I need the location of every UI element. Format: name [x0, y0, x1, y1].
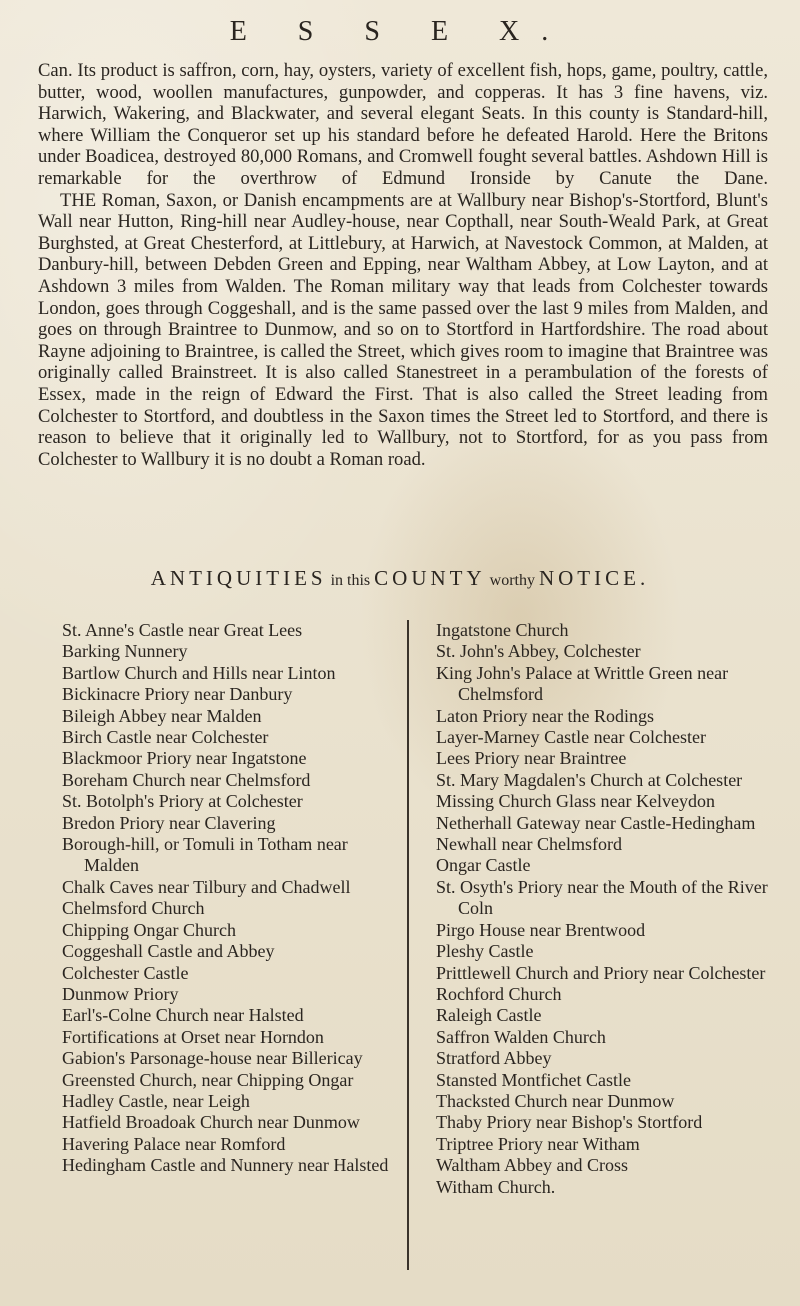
paragraph-encampments: THE Roman, Saxon, or Danish encampments are at Wallbury near Bishop's-Stortford, Blunt's Wall near Hutton, Ring-hill near Audley-house, near Copthall, near South-Weald Park, at Great Burghsted, at Great Chesterford, at Littlebury, at Harwich, at Navestock Common, at Malden, at Danbury-hill, between Debden Green and Epping, near Waltham Abbey, at Low Layton, and at Ashdown 3 miles from Walden. The Roman military way that leads from Colchester towards London, goes through Coggeshall, and is the same passed over the last 9 miles from Malden, and goes on through Braintree to Dunmow, and so on to Stortford in Hartfordshire. The road about Rayne adjoining to Braintree, is called the Street, which gives room to imagine that Braintree was originally called Brainstreet. It is also called Stanestreet in a perambulation of the forests of Essex, made in the reign of Edward the First. That is also called the Street leading from Colchester to Stortford, and doubtless in the Saxon times the Street led to Stortford, and there is reason to believe that it originally led to Wallbury, not to Stortford, for as you pass from Colchester to Wallbury it is no doubt a Roman road. [38, 189, 768, 470]
list-item: Raleigh Castle [436, 1005, 542, 1026]
list-item: St. Botolph's Priory at Colchester [62, 791, 303, 812]
list-item: Colchester Castle [62, 962, 189, 983]
list-item: Boreham Church near Chelmsford [62, 769, 311, 790]
list-item: Bileigh Abbey near Malden [62, 705, 262, 726]
list-item: Netherhall Gateway near Castle-Hedingham [436, 812, 756, 833]
list-item: Rochford Church [436, 983, 562, 1004]
column-divider [407, 620, 409, 1270]
list-item: Missing Church Glass near Kelveydon [436, 791, 715, 812]
list-item: Bredon Priory near Clavering [62, 812, 276, 833]
antiquities-list-right [436, 620, 771, 1198]
list-item: St. John's Abbey, Colchester [436, 641, 641, 662]
list-item: Chelmsford Church [62, 898, 205, 919]
list-item: Pleshy Castle [436, 941, 534, 962]
list-item: Blackmoor Priory near Ingatstone [62, 748, 307, 769]
list-item: Hadley Castle, near Leigh [62, 1090, 250, 1111]
list-item: St. Mary Magdalen's Church at Colchester [436, 769, 743, 790]
heading-notice: NOTICE. [538, 566, 650, 590]
list-item: Triptree Priory near Witham [436, 1133, 640, 1154]
page-title: E S S E X. [229, 16, 571, 47]
heading-antiquities: ANTIQUITIES [150, 566, 327, 590]
list-item: Layer-Marney Castle near Colchester [436, 727, 707, 748]
list-item: Fortifications at Orset near Horndon [62, 1026, 324, 1047]
list-item: Lees Priory near Braintree [436, 748, 627, 769]
list-item: King John's Palace at Writtle Green near Chelmsford [436, 662, 729, 705]
list-item: Birch Castle near Colchester [62, 727, 269, 748]
list-item: Saffron Walden Church [436, 1026, 606, 1047]
list-item: Borough-hill, or Tomuli in Totham near Malden [62, 834, 348, 876]
list-item: Laton Priory near the Rodings [436, 705, 654, 726]
list-item: Ingatstone Church [436, 620, 569, 640]
list-item: Prittlewell Church and Priory near Colchester [436, 962, 766, 983]
antiquities-heading [0, 566, 800, 591]
list-item: St. Osyth's Priory near the Mouth of the River Coln [436, 876, 768, 919]
antiquities-list-left [62, 620, 397, 1177]
paragraph-produce: Can. Its product is saffron, corn, hay, oysters, variety of excellent fish, hops, game, poultry, cattle, butter, wood, woollen manufactures, gunpowder, and copperas. It has 3 fine havens, viz. Harwich, Wakering, and Blackwater, and several elegant Seats. In this county is Standard-hill, where William the Conqueror set up his standard before he defeated Harold. Here the Britons under Boadicea, destroyed 80,000 Romans, and Cromwell fought several battles. Ashdown Hill is remarkable for the overthrow of Edmund Ironside by Canute the Dane. [38, 60, 768, 189]
list-item: Havering Palace near Romford [62, 1133, 286, 1154]
list-item: Barking Nunnery [62, 641, 188, 662]
list-item: Pirgo House near Brentwood [436, 919, 646, 940]
list-item: Ongar Castle [436, 855, 531, 876]
list-item: Bickinacre Priory near Danbury [62, 684, 293, 705]
list-item: Thacksted Church near Dunmow [436, 1090, 675, 1111]
body-text [38, 60, 768, 470]
list-item: Coggeshall Castle and Abbey [62, 941, 275, 962]
list-item: Chipping Ongar Church [62, 919, 236, 940]
list-item: Newhall near Chelmsford [436, 834, 622, 855]
list-item: Gabion's Parsonage-house near Billericay [62, 1048, 363, 1069]
list-item: Bartlow Church and Hills near Linton [62, 662, 336, 683]
list-item: Stratford Abbey [436, 1048, 552, 1069]
list-item: Chalk Caves near Tilbury and Chadwell [62, 876, 351, 897]
list-item: St. Anne's Castle near Great Lees [62, 620, 303, 640]
list-item: Hedingham Castle and Nunnery near Halsted [62, 1155, 389, 1176]
list-item: Greensted Church, near Chipping Ongar [62, 1069, 354, 1090]
list-item: Waltham Abbey and Cross [436, 1155, 629, 1176]
list-item: Thaby Priory near Bishop's Stortford [436, 1112, 703, 1133]
list-item: Earl's-Colne Church near Halsted [62, 1005, 304, 1026]
list-item: Witham Church. [436, 1176, 556, 1197]
heading-worthy: worthy [489, 572, 535, 589]
heading-county: COUNTY [374, 566, 486, 590]
heading-in-this: in this [330, 572, 371, 589]
list-item: Hatfield Broadoak Church near Dunmow [62, 1112, 360, 1133]
list-item: Dunmow Priory [62, 983, 179, 1004]
list-item: Stansted Montfichet Castle [436, 1069, 631, 1090]
